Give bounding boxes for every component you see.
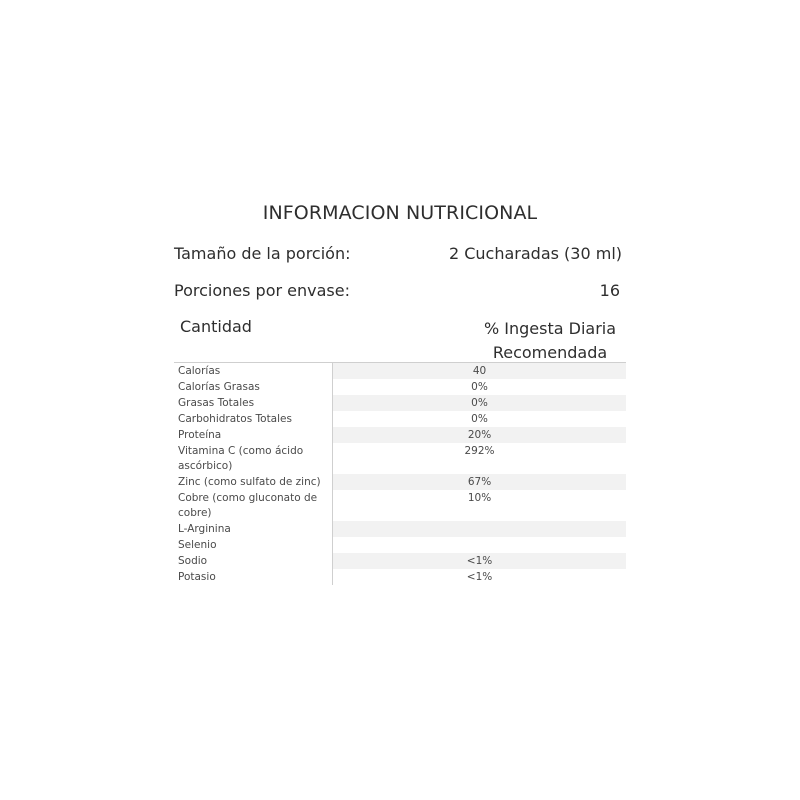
nutrient-value: 292% <box>464 444 495 457</box>
nutrient-value: <1% <box>466 570 493 583</box>
nutrient-name: Selenio <box>174 537 333 553</box>
nutrient-value: 0% <box>471 412 488 425</box>
nutrient-value: <1% <box>333 553 626 569</box>
nutrient-value: 40 <box>333 363 626 379</box>
nutrient-name: Vitamina C (como ácido ascórbico) <box>174 443 333 474</box>
nutrient-value: 10% <box>467 491 492 504</box>
table-row <box>174 363 626 379</box>
nutrient-name: Cobre (como gluconato de cobre) <box>174 490 333 521</box>
nutrient-name: Potasio <box>174 569 333 585</box>
servings-per-container-label: Porciones por envase: <box>174 281 350 300</box>
servings-per-container-value: 16 <box>599 281 620 300</box>
nutrient-value <box>333 521 626 537</box>
nutrient-name: Calorías Grasas <box>174 379 333 395</box>
header-daily-intake <box>474 317 626 365</box>
serving-size-row <box>174 244 622 263</box>
nutrient-name: Carbohidratos Totales <box>174 411 333 427</box>
header-daily-intake-line2: Recomendada <box>492 343 608 362</box>
nutrient-value: 20% <box>333 427 626 443</box>
nutrient-name: Zinc (como sulfato de zinc) <box>174 474 333 490</box>
page-title: INFORMACION NUTRICIONAL <box>262 202 538 224</box>
serving-size-label: Tamaño de la porción: <box>174 244 351 263</box>
nutrient-name: Sodio <box>174 553 333 569</box>
table-row <box>174 443 626 474</box>
table-row <box>174 569 626 585</box>
servings-per-container-row <box>174 281 622 300</box>
nutrient-value: 67% <box>333 474 626 490</box>
serving-size-value: 2 Cucharadas (30 ml) <box>448 244 622 263</box>
table-row <box>174 411 626 427</box>
table-row <box>174 553 626 569</box>
table-row <box>174 521 626 537</box>
nutrition-table <box>174 363 626 585</box>
nutrient-value: 0% <box>333 395 626 411</box>
table-row <box>174 537 626 553</box>
table-row <box>174 395 626 411</box>
table-row <box>174 474 626 490</box>
table-header <box>174 316 626 363</box>
table-row <box>174 490 626 521</box>
header-amount: Cantidad <box>180 317 252 336</box>
nutrient-name: Calorías <box>174 363 333 379</box>
nutrient-value: 0% <box>471 380 488 393</box>
nutrient-name: Proteína <box>174 427 333 443</box>
nutrient-name: L-Arginina <box>174 521 333 537</box>
header-daily-intake-line1: % Ingesta Diaria <box>483 319 617 338</box>
nutrient-value <box>333 537 626 553</box>
table-row <box>174 427 626 443</box>
nutrient-name: Grasas Totales <box>174 395 333 411</box>
table-row <box>174 379 626 395</box>
